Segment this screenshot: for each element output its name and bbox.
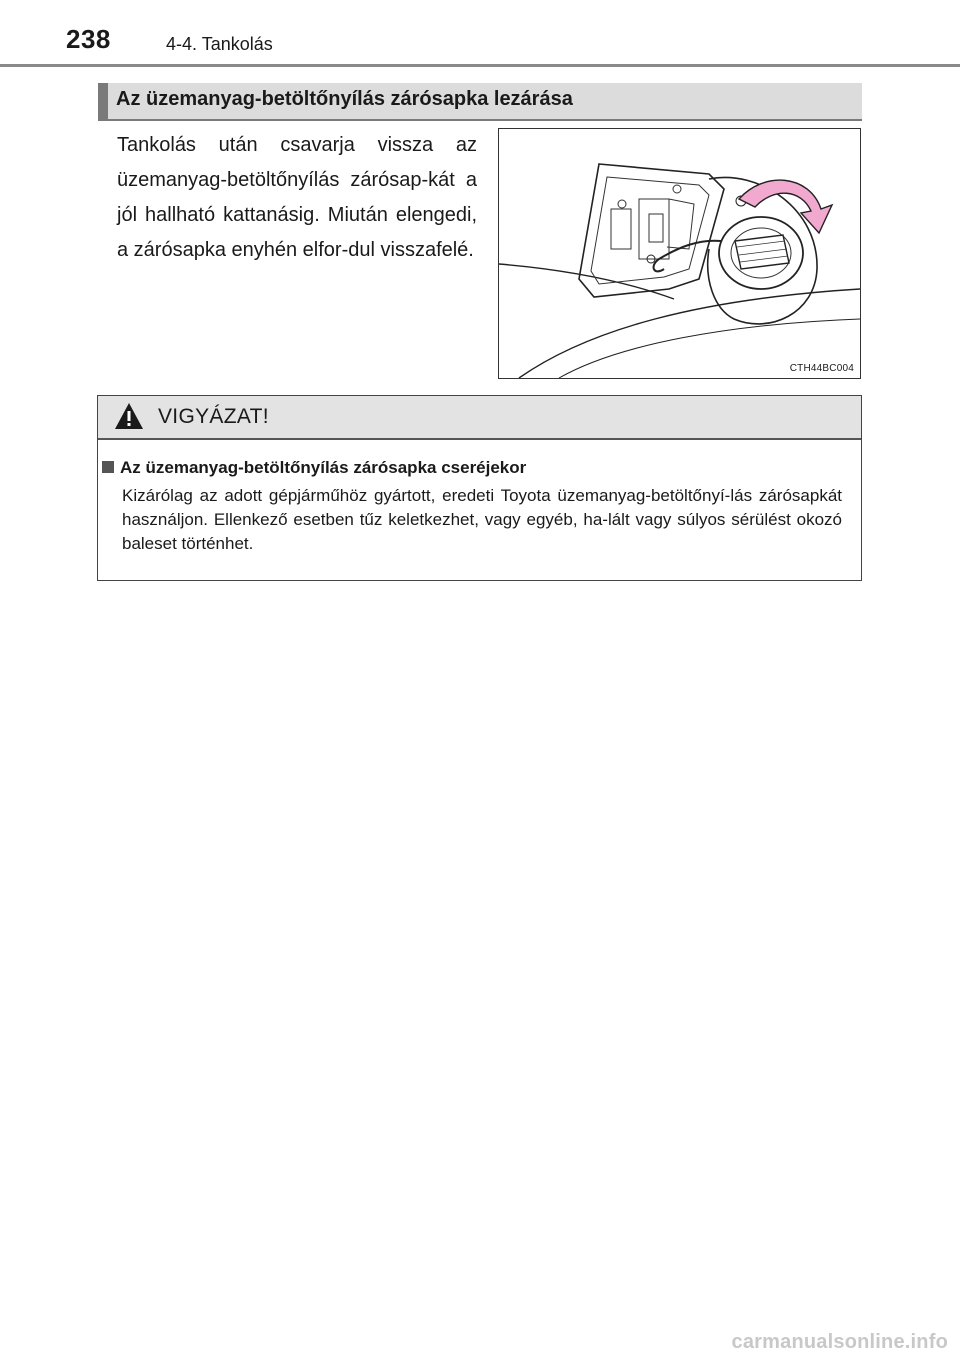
caution-item-heading-text: Az üzemanyag-betöltőnyílás zárósapka cseréjekor	[120, 458, 527, 477]
figure-code: CTH44BC004	[789, 363, 854, 374]
header-divider	[0, 64, 960, 67]
section-title: Az üzemanyag-betöltőnyílás zárósapka lezárása	[116, 88, 573, 110]
section-accent	[98, 83, 108, 119]
warning-triangle-icon	[114, 402, 144, 430]
caution-title: VIGYÁZAT!	[158, 405, 269, 428]
watermark: carmanualsonline.info	[731, 1331, 948, 1353]
page-header	[0, 0, 960, 70]
instruction-paragraph: Tankolás után csavarja vissza az üzemanyag-betöltőnyílás zárósap-kát a jól hallható kattanásig. Miután elengedi, a zárósapka enyhén elfor-dul visszafelé.	[117, 134, 477, 261]
section-heading-bar	[98, 83, 862, 121]
caution-box	[97, 395, 862, 581]
page-number: 238	[66, 24, 111, 54]
chapter-title: 4-4. Tankolás	[166, 34, 273, 54]
caution-item-heading	[102, 458, 526, 478]
fuel-cap-illustration	[498, 128, 861, 379]
caution-header	[98, 396, 861, 440]
bullet-square-icon	[102, 461, 114, 473]
caution-item-text: Kizárólag az adott gépjárműhöz gyártott, eredeti Toyota üzemanyag-betöltőnyí-lás zárósapkát használjon. Ellenkező esetben tűz keletkezhet, vagy egyéb, ha-lált vagy súlyos sérülést okozó baleset történhet.	[122, 486, 842, 553]
fuel-cap-drawing	[499, 129, 860, 378]
